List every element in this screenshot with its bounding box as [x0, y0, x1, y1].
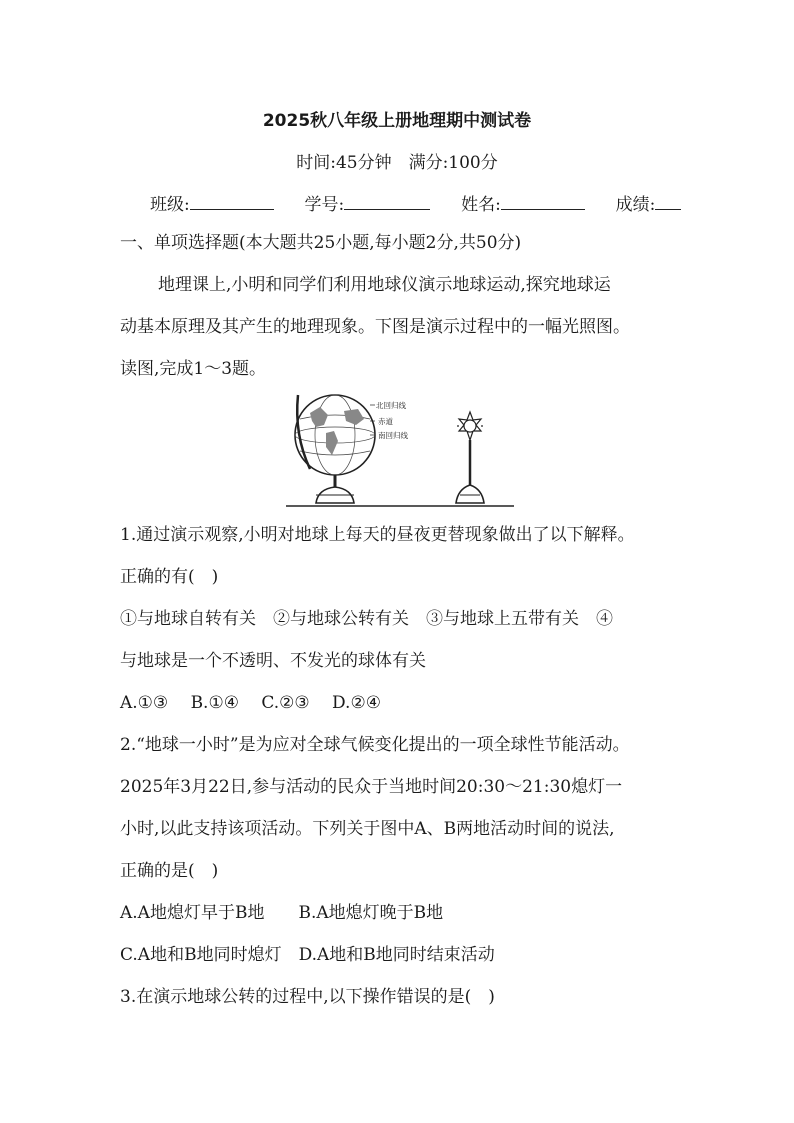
figure-label: 北回归线 — [376, 401, 406, 410]
intro-line-1: 地理课上,小明和同学们利用地球仪演示地球运动,探究地球运 — [158, 275, 611, 295]
intro-line-2: 动基本原理及其产生的地理现象。下图是演示过程中的一幅光照图。 — [120, 317, 630, 337]
q2-stem-line-3: 小时,以此支持该项活动。下列关于图中A、B两地活动时间的说法, — [120, 819, 615, 839]
figure-label: 南回归线 — [378, 431, 408, 440]
section-title: 一、单项选择题(本大题共25小题,每小题2分,共50分) — [120, 233, 522, 253]
class-blank[interactable] — [190, 193, 274, 210]
globe-icon — [295, 395, 375, 503]
intro-line-3: 读图,完成1～3题。 — [120, 359, 267, 379]
q2-stem-line-1: 2.“地球一小时”是为应对全球气候变化提出的一项全球性节能活动。 — [120, 735, 630, 755]
q1-choices: A.①③ B.①④ C.②③ D.②④ — [120, 693, 381, 713]
q2-stem-line-2: 2025年3月22日,参与活动的民众于当地时间20:30～21:30熄灯一 — [120, 777, 623, 797]
figure-label: 赤道 — [378, 417, 393, 426]
sun-lamp-icon — [456, 412, 484, 503]
q2-choices-line-1: A.A地熄灯早于B地 B.A地熄灯晚于B地 — [120, 903, 444, 923]
number-blank[interactable] — [344, 193, 430, 210]
exam-time-score: 时间:45分钟 满分:100分 — [296, 153, 498, 173]
name-blank[interactable] — [501, 193, 585, 210]
score-label: 成绩: — [615, 195, 656, 215]
class-label: 班级: — [150, 195, 190, 215]
score-blank[interactable] — [655, 193, 681, 210]
name-label: 姓名: — [461, 195, 501, 215]
number-label: 学号: — [304, 195, 345, 215]
q1-stem-line-1: 1.通过演示观察,小明对地球上每天的昼夜更替现象做出了以下解释。 — [120, 525, 635, 545]
q2-choices-line-2: C.A地和B地同时熄灯 D.A地和B地同时结束活动 — [120, 945, 495, 965]
q1-options-line-1: ①与地球自转有关 ②与地球公转有关 ③与地球上五带有关 ④ — [120, 609, 613, 629]
globe-illumination-figure — [280, 385, 520, 510]
q2-stem-line-4: 正确的是( ) — [120, 861, 219, 881]
q3-stem-line-1: 3.在演示地球公转的过程中,以下操作错误的是( ) — [120, 987, 495, 1007]
q1-stem-line-2: 正确的有( ) — [120, 567, 219, 587]
page-title: 2025秋八年级上册地理期中测试卷 — [262, 111, 532, 131]
student-info-row — [150, 190, 681, 215]
q1-options-line-2: 与地球是一个不透明、不发光的球体有关 — [120, 651, 426, 671]
